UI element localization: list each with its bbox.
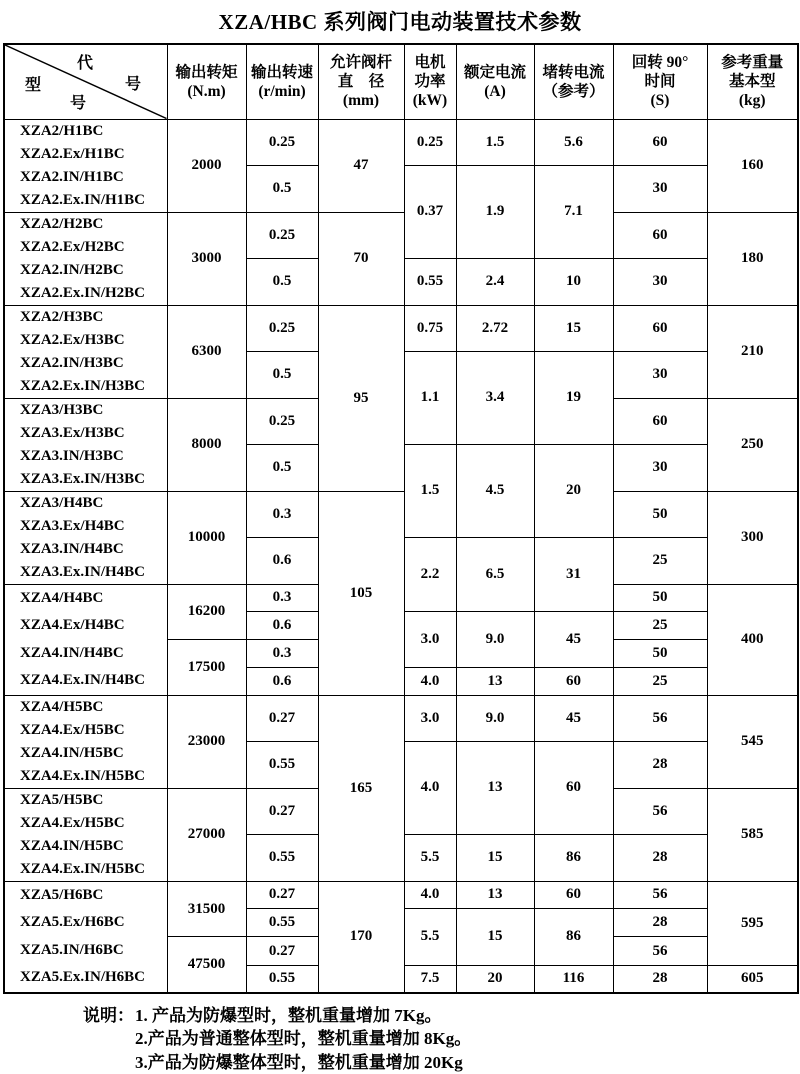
locked-cell: 7.1 — [534, 165, 613, 258]
time-cell: 30 — [613, 165, 707, 212]
speed-cell: 0.25 — [246, 119, 318, 165]
torque-cell: 17500 — [167, 640, 246, 696]
torque-cell: 3000 — [167, 212, 246, 305]
diagonal-label-char: 号 — [125, 75, 141, 95]
time-cell: 28 — [613, 834, 707, 881]
model-cell — [4, 212, 167, 305]
model-name: XZA4.IN/H5BC — [20, 742, 167, 765]
speed-cell: 0.27 — [246, 788, 318, 834]
power-cell: 7.5 — [404, 965, 456, 993]
power-cell: 1.5 — [404, 444, 456, 537]
stem-cell: 70 — [318, 212, 404, 305]
current-cell: 15 — [456, 909, 534, 966]
model-name: XZA3.Ex/H4BC — [20, 515, 167, 538]
current-cell: 1.5 — [456, 119, 534, 165]
speed-cell: 0.3 — [246, 640, 318, 668]
locked-cell: 86 — [534, 834, 613, 881]
model-name: XZA2.Ex/H1BC — [20, 143, 167, 166]
model-name: XZA2.Ex.IN/H2BC — [20, 282, 167, 305]
model-name: XZA5.IN/H6BC — [20, 937, 167, 965]
current-cell: 13 — [456, 668, 534, 696]
model-name: XZA2.Ex.IN/H1BC — [20, 189, 167, 212]
locked-cell: 5.6 — [534, 119, 613, 165]
stem-cell: 165 — [318, 695, 404, 881]
time-cell: 56 — [613, 788, 707, 834]
speed-cell: 0.27 — [246, 695, 318, 741]
locked-cell: 60 — [534, 668, 613, 696]
model-name: XZA5.Ex.IN/H6BC — [20, 964, 167, 992]
locked-cell: 86 — [534, 909, 613, 966]
header-rotation-time: 回转 90° 时间 (S) — [613, 44, 707, 119]
model-name: XZA2.IN/H1BC — [20, 166, 167, 189]
speed-cell: 0.5 — [246, 351, 318, 398]
power-cell: 5.5 — [404, 909, 456, 966]
weight-cell: 605 — [707, 965, 798, 993]
model-name: XZA4.IN/H5BC — [20, 835, 167, 858]
note-line — [83, 1051, 800, 1074]
power-cell: 4.0 — [404, 668, 456, 696]
model-name: XZA3/H3BC — [20, 399, 167, 422]
table-row — [4, 119, 798, 142]
note-item: 1. 产品为防爆型时，整机重量增加 7Kg。 — [135, 1006, 441, 1025]
torque-cell: 23000 — [167, 695, 246, 788]
current-cell: 4.5 — [456, 444, 534, 537]
model-name: XZA2.Ex/H2BC — [20, 236, 167, 259]
model-cell — [4, 491, 167, 584]
speed-cell: 0.25 — [246, 398, 318, 444]
diagonal-label-char: 代 — [77, 54, 93, 74]
torque-cell: 10000 — [167, 491, 246, 584]
locked-cell: 60 — [534, 881, 613, 909]
current-cell: 13 — [456, 881, 534, 909]
model-name: XZA4/H5BC — [20, 696, 167, 719]
power-cell: 2.2 — [404, 537, 456, 612]
model-name: XZA2.Ex.IN/H3BC — [20, 375, 167, 398]
header-row — [4, 44, 798, 119]
power-cell: 0.25 — [404, 119, 456, 165]
speed-cell: 0.3 — [246, 584, 318, 612]
model-name: XZA3/H4BC — [20, 492, 167, 515]
header-output-speed: 输出转速 (r/min) — [246, 44, 318, 119]
locked-cell: 45 — [534, 612, 613, 668]
weight-cell: 300 — [707, 491, 798, 584]
speed-cell: 0.27 — [246, 937, 318, 965]
header-rated-current: 额定电流 (A) — [456, 44, 534, 119]
model-name: XZA4.Ex.IN/H4BC — [20, 667, 167, 695]
speed-cell: 0.25 — [246, 305, 318, 351]
model-name: XZA3.Ex/H3BC — [20, 422, 167, 445]
model-name: XZA2.Ex/H3BC — [20, 329, 167, 352]
power-cell: 0.37 — [404, 165, 456, 258]
torque-cell: 2000 — [167, 119, 246, 212]
time-cell: 25 — [613, 668, 707, 696]
power-cell: 3.0 — [404, 612, 456, 668]
model-name: XZA3.Ex.IN/H3BC — [20, 468, 167, 491]
model-name: XZA5/H5BC — [20, 789, 167, 812]
speed-cell: 0.6 — [246, 612, 318, 640]
current-cell: 3.4 — [456, 351, 534, 444]
current-cell: 1.9 — [456, 165, 534, 258]
model-name: XZA4.Ex/H5BC — [20, 719, 167, 742]
note-line — [83, 1027, 800, 1051]
current-cell: 2.72 — [456, 305, 534, 351]
time-cell: 25 — [613, 612, 707, 640]
diagonal-label-char: 号 — [70, 94, 86, 114]
model-name: XZA2.IN/H3BC — [20, 352, 167, 375]
model-name: XZA4.IN/H4BC — [20, 640, 167, 668]
power-cell: 4.0 — [404, 741, 456, 834]
torque-cell: 27000 — [167, 788, 246, 881]
locked-cell: 116 — [534, 965, 613, 993]
note-item: 3.产品为防爆整体型时，整机重量增加 20Kg — [135, 1053, 463, 1072]
locked-cell: 60 — [534, 741, 613, 834]
power-cell: 4.0 — [404, 881, 456, 909]
time-cell: 50 — [613, 640, 707, 668]
weight-cell: 160 — [707, 119, 798, 212]
speed-cell: 0.55 — [246, 741, 318, 788]
model-name: XZA4.Ex/H5BC — [20, 812, 167, 835]
time-cell: 30 — [613, 258, 707, 305]
stem-cell: 105 — [318, 491, 404, 695]
speed-cell: 0.55 — [246, 834, 318, 881]
notes-section — [83, 1004, 800, 1074]
model-cell — [4, 305, 167, 398]
locked-cell: 31 — [534, 537, 613, 612]
model-name: XZA3.Ex.IN/H4BC — [20, 561, 167, 584]
model-cell — [4, 119, 167, 212]
time-cell: 56 — [613, 881, 707, 909]
locked-cell: 15 — [534, 305, 613, 351]
power-cell: 1.1 — [404, 351, 456, 444]
note-item: 2.产品为普通整体型时，整机重量增加 8Kg。 — [135, 1029, 471, 1048]
header-motor-power: 电机 功率 (kW) — [404, 44, 456, 119]
torque-cell: 47500 — [167, 937, 246, 993]
locked-cell: 45 — [534, 695, 613, 741]
header-locked-rotor-current: 堵转电流 （参考） — [534, 44, 613, 119]
weight-cell: 180 — [707, 212, 798, 305]
header-stem-diameter: 允许阀杆 直 径 (mm) — [318, 44, 404, 119]
model-name: XZA4.Ex.IN/H5BC — [20, 765, 167, 788]
torque-cell: 8000 — [167, 398, 246, 491]
speed-cell: 0.3 — [246, 491, 318, 537]
weight-cell: 250 — [707, 398, 798, 491]
speed-cell: 0.27 — [246, 881, 318, 909]
time-cell: 28 — [613, 965, 707, 993]
model-name: XZA2/H1BC — [20, 120, 167, 143]
weight-cell: 400 — [707, 584, 798, 695]
weight-cell: 210 — [707, 305, 798, 398]
table-row — [4, 212, 798, 235]
parameters-table — [3, 43, 799, 994]
speed-cell: 0.5 — [246, 444, 318, 491]
model-name: XZA5/H6BC — [20, 882, 167, 910]
time-cell: 60 — [613, 398, 707, 444]
power-cell: 0.75 — [404, 305, 456, 351]
time-cell: 60 — [613, 305, 707, 351]
model-name: XZA3.IN/H4BC — [20, 538, 167, 561]
model-name: XZA5.Ex/H6BC — [20, 909, 167, 937]
time-cell: 50 — [613, 584, 707, 612]
torque-cell: 31500 — [167, 881, 246, 937]
speed-cell: 0.6 — [246, 668, 318, 696]
current-cell: 9.0 — [456, 695, 534, 741]
weight-cell: 545 — [707, 695, 798, 788]
time-cell: 28 — [613, 909, 707, 937]
power-cell: 5.5 — [404, 834, 456, 881]
speed-cell: 0.6 — [246, 537, 318, 584]
time-cell: 30 — [613, 444, 707, 491]
current-cell: 9.0 — [456, 612, 534, 668]
table-row — [4, 695, 798, 718]
model-name: XZA2/H3BC — [20, 306, 167, 329]
stem-cell: 95 — [318, 305, 404, 491]
notes-label: 说明： — [83, 1004, 135, 1028]
model-cell — [4, 695, 167, 788]
current-cell: 6.5 — [456, 537, 534, 612]
model-cell — [4, 881, 167, 993]
speed-cell: 0.5 — [246, 258, 318, 305]
locked-cell: 20 — [534, 444, 613, 537]
model-code-header — [4, 44, 167, 119]
locked-cell: 10 — [534, 258, 613, 305]
speed-cell: 0.55 — [246, 965, 318, 993]
model-name: XZA2.IN/H2BC — [20, 259, 167, 282]
model-name: XZA4.Ex.IN/H5BC — [20, 858, 167, 881]
stem-cell: 170 — [318, 881, 404, 993]
model-cell — [4, 584, 167, 695]
current-cell: 2.4 — [456, 258, 534, 305]
diagonal-label-char: 型 — [25, 76, 41, 96]
model-name: XZA4.Ex/H4BC — [20, 612, 167, 640]
header-reference-weight: 参考重量 基本型 (kg) — [707, 44, 798, 119]
model-name: XZA3.IN/H3BC — [20, 445, 167, 468]
time-cell: 56 — [613, 695, 707, 741]
time-cell: 50 — [613, 491, 707, 537]
speed-cell: 0.5 — [246, 165, 318, 212]
weight-cell: 585 — [707, 788, 798, 881]
model-name: XZA4/H4BC — [20, 585, 167, 613]
table-row — [4, 491, 798, 514]
time-cell: 56 — [613, 937, 707, 965]
locked-cell: 19 — [534, 351, 613, 444]
time-cell: 60 — [613, 119, 707, 165]
weight-cell: 595 — [707, 881, 798, 965]
current-cell: 15 — [456, 834, 534, 881]
model-cell — [4, 788, 167, 881]
table-row — [4, 305, 798, 328]
page-title: XZA/HBC 系列阀门电动装置技术参数 — [0, 6, 800, 36]
power-cell: 3.0 — [404, 695, 456, 741]
torque-cell: 16200 — [167, 584, 246, 640]
stem-cell: 47 — [318, 119, 404, 212]
time-cell: 30 — [613, 351, 707, 398]
header-output-torque: 输出转矩 (N.m) — [167, 44, 246, 119]
table-row — [4, 881, 798, 909]
time-cell: 60 — [613, 212, 707, 258]
power-cell: 0.55 — [404, 258, 456, 305]
note-line — [83, 1004, 800, 1028]
torque-cell: 6300 — [167, 305, 246, 398]
current-cell: 20 — [456, 965, 534, 993]
current-cell: 13 — [456, 741, 534, 834]
time-cell: 25 — [613, 537, 707, 584]
model-cell — [4, 398, 167, 491]
time-cell: 28 — [613, 741, 707, 788]
speed-cell: 0.25 — [246, 212, 318, 258]
model-name: XZA2/H2BC — [20, 213, 167, 236]
speed-cell: 0.55 — [246, 909, 318, 937]
